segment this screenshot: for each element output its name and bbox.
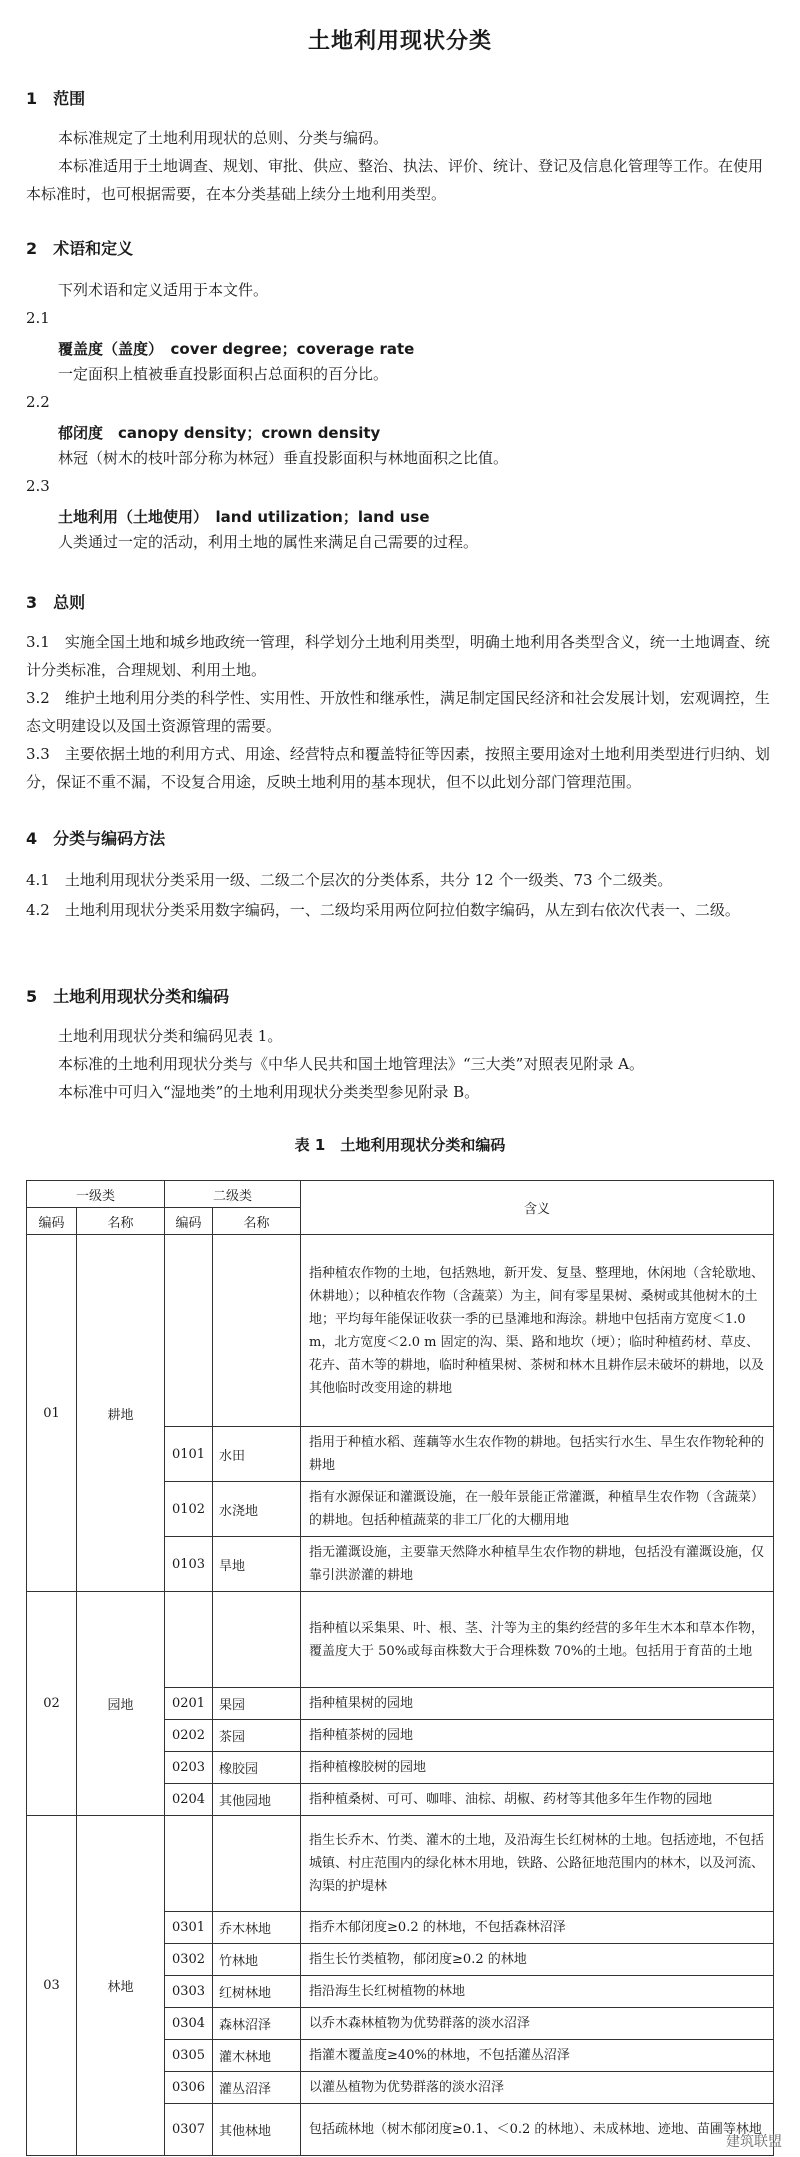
level-1-meaning: 指种植农作物的土地，包括熟地，新开发、复垦、整理地，休闲地（含轮歇地、休耕地）；以种植农作物（含蔬菜）为主，间有零星果树、桑树或其他树木的土地；平均每年能保证收获一季的已垦滩地和海涂。耕地中包括南方宽度＜1.0 m，北方宽度＜2.0 m 固定的沟、渠、路和地坎（埂）；临时种植药材、草皮、花卉、苗木等的耕地，临时种植果树、茶树和林木且耕作层未破坏的耕地，以及其他临时改变用途的耕地: [301, 1235, 774, 1427]
level-2-code: 0306: [165, 2072, 213, 2104]
level-2-name: 灌丛沼泽: [213, 2072, 301, 2104]
level-2-code: 0304: [165, 2008, 213, 2040]
section-1-heading: 1 范围: [26, 89, 86, 108]
table-row: [27, 1816, 774, 1912]
section-3-para-3: 3.3 主要依据土地的利用方式、用途、经营特点和覆盖特征等因素，按照主要用途对土地利用类型进行归纳、划分，保证不重不漏，不设复合用途，反映土地利用的基本现状，但不以此划分部门管理范围。: [26, 745, 770, 791]
term-1-number: 2.1: [26, 309, 50, 327]
level-2-code: 0204: [165, 1784, 213, 1816]
level-2-code: 0307: [165, 2104, 213, 2156]
section-1-para-1: 本标准规定了土地利用现状的总则、分类与编码。: [58, 129, 389, 147]
watermark: 建筑联盟: [726, 2134, 782, 2150]
term-2-title: 郁闭度 canopy density；crown density: [58, 424, 381, 442]
level-2-meaning: 包括疏林地（树木郁闭度≥0.1、＜0.2 的林地）、未成林地、迹地、苗圃等林地: [301, 2104, 774, 2156]
section-5-para-2: 本标准的土地利用现状分类与《中华人民共和国土地管理法》“三大类”对照表见附录 A。: [58, 1055, 644, 1073]
section-2-heading: 2 术语和定义: [26, 239, 134, 258]
level-1-code: 01: [27, 1235, 77, 1592]
level-2-meaning: 指有水源保证和灌溉设施，在一般年景能正常灌溉，种植旱生农作物（含蔬菜）的耕地。包括种植蔬菜的非工厂化的大棚用地: [301, 1482, 774, 1537]
level-2-name: 果园: [213, 1688, 301, 1720]
term-2-number: 2.2: [26, 393, 50, 411]
level-2-meaning: 指种植茶树的园地: [301, 1720, 774, 1752]
level-2-name: 竹林地: [213, 1944, 301, 1976]
level-1-meaning: 指种植以采集果、叶、根、茎、汁等为主的集约经营的多年生木本和草本作物，覆盖度大于 50%或每亩株数大于合理株数 70%的土地。包括用于育苗的土地: [301, 1592, 774, 1688]
level-2-meaning: 以乔木森林植物为优势群落的淡水沼泽: [301, 2008, 774, 2040]
level-2-code: 0102: [165, 1482, 213, 1537]
header-level-1-code: 编码: [27, 1208, 77, 1235]
section-5-heading: 5 土地利用现状分类和编码: [26, 987, 230, 1006]
level-2-meaning: 指种植桑树、可可、咖啡、油棕、胡椒、药材等其他多年生作物的园地: [301, 1784, 774, 1816]
section-5-para-1: 土地利用现状分类和编码见表 1。: [58, 1027, 283, 1045]
section-3-heading: 3 总则: [26, 593, 86, 612]
level-2-name: 水田: [213, 1427, 301, 1482]
header-meaning: 含义: [301, 1181, 774, 1235]
level-2-code: 0303: [165, 1976, 213, 2008]
section-4-heading: 4 分类与编码方法: [26, 829, 166, 848]
document-title: 土地利用现状分类: [307, 29, 492, 54]
level-2-meaning: 指沿海生长红树植物的林地: [301, 1976, 774, 2008]
level-2-name: 红树林地: [213, 1976, 301, 2008]
land-use-classification-table: [26, 1180, 774, 2156]
term-3-number: 2.3: [26, 477, 50, 495]
header-level-2: 二级类: [165, 1181, 301, 1208]
section-4-para-2: 4.2 土地利用现状分类采用数字编码，一、二级均采用两位阿拉伯数字编码，从左到右依次代表一、二级。: [26, 901, 740, 919]
level-2-name: 灌木林地: [213, 2040, 301, 2072]
term-2-definition: 林冠（树木的枝叶部分称为林冠）垂直投影面积与林地面积之比值。: [58, 449, 509, 467]
level-2-code: 0103: [165, 1537, 213, 1592]
term-3-title: 土地利用（土地使用） land utilization；land use: [58, 508, 430, 526]
section-3-para-1: 3.1 实施全国土地和城乡地政统一管理，科学划分土地利用类型，明确土地利用各类型含义，统一土地调查、统计分类标准，合理规划、利用土地。: [26, 633, 770, 679]
header-level-2-name: 名称: [213, 1208, 301, 1235]
section-3-para-2: 3.2 维护土地利用分类的科学性、实用性、开放性和继承性，满足制定国民经济和社会发展计划，宏观调控，生态文明建设以及国土资源管理的需要。: [26, 689, 770, 735]
table-caption: 表 1 土地利用现状分类和编码: [294, 1136, 506, 1154]
level-2-name: 乔木林地: [213, 1912, 301, 1944]
section-2-intro: 下列术语和定义适用于本文件。: [58, 281, 269, 299]
header-level-1-name: 名称: [77, 1208, 165, 1235]
section-1-para-2: 本标准适用于土地调查、规划、审批、供应、整治、执法、评价、统计、登记及信息化管理等工作。在使用本标准时，也可根据需要，在本分类基础上续分土地利用类型。: [26, 157, 764, 203]
section-5-para-3: 本标准中可归入“湿地类”的土地利用现状分类类型参见附录 B。: [58, 1083, 480, 1101]
level-1-code: 03: [27, 1816, 77, 2156]
level-2-name: 其他园地: [213, 1784, 301, 1816]
section-4-para-1: 4.1 土地利用现状分类采用一级、二级二个层次的分类体系，共分 12 个一级类、73 个二级类。: [26, 871, 673, 889]
level-2-meaning: 以灌丛植物为优势群落的淡水沼泽: [301, 2072, 774, 2104]
level-2-code: 0101: [165, 1427, 213, 1482]
level-2-meaning: 指种植果树的园地: [301, 1688, 774, 1720]
level-2-code: 0301: [165, 1912, 213, 1944]
level-1-name: 林地: [77, 1816, 165, 2156]
term-3-definition: 人类通过一定的活动，利用土地的属性来满足自己需要的过程。: [58, 533, 479, 551]
level-1-name: 耕地: [77, 1235, 165, 1592]
level-2-code: 0203: [165, 1752, 213, 1784]
term-1-definition: 一定面积上植被垂直投影面积占总面积的百分比。: [58, 365, 389, 383]
level-1-code: 02: [27, 1592, 77, 1816]
level-2-code: 0302: [165, 1944, 213, 1976]
table-row: [27, 1235, 774, 1427]
level-2-code: 0201: [165, 1688, 213, 1720]
level-1-name: 园地: [77, 1592, 165, 1816]
level-2-code: 0305: [165, 2040, 213, 2072]
level-2-meaning: 指生长竹类植物，郁闭度≥0.2 的林地: [301, 1944, 774, 1976]
header-level-1: 一级类: [27, 1181, 165, 1208]
level-2-name: 橡胶园: [213, 1752, 301, 1784]
level-2-meaning: 指用于种植水稻、莲藕等水生农作物的耕地。包括实行水生、旱生农作物轮种的耕地: [301, 1427, 774, 1482]
level-1-meaning: 指生长乔木、竹类、灌木的土地，及沿海生长红树林的土地。包括迹地，不包括城镇、村庄范围内的绿化林木用地，铁路、公路征地范围内的林木，以及河流、沟渠的护堤林: [301, 1816, 774, 1912]
level-2-meaning: 指无灌溉设施，主要靠天然降水种植旱生农作物的耕地，包括没有灌溉设施，仅靠引洪淤灌的耕地: [301, 1537, 774, 1592]
term-1-title: 覆盖度（盖度） cover degree；coverage rate: [58, 340, 415, 358]
level-2-meaning: 指灌木覆盖度≥40%的林地，不包括灌丛沼泽: [301, 2040, 774, 2072]
table-row: [27, 1592, 774, 1688]
level-2-name: 水浇地: [213, 1482, 301, 1537]
level-2-name: 茶园: [213, 1720, 301, 1752]
level-2-meaning: 指乔木郁闭度≥0.2 的林地，不包括森林沼泽: [301, 1912, 774, 1944]
level-2-meaning: 指种植橡胶树的园地: [301, 1752, 774, 1784]
level-2-name: 森林沼泽: [213, 2008, 301, 2040]
level-2-code: 0202: [165, 1720, 213, 1752]
level-2-name: 旱地: [213, 1537, 301, 1592]
level-2-name: 其他林地: [213, 2104, 301, 2156]
header-level-2-code: 编码: [165, 1208, 213, 1235]
